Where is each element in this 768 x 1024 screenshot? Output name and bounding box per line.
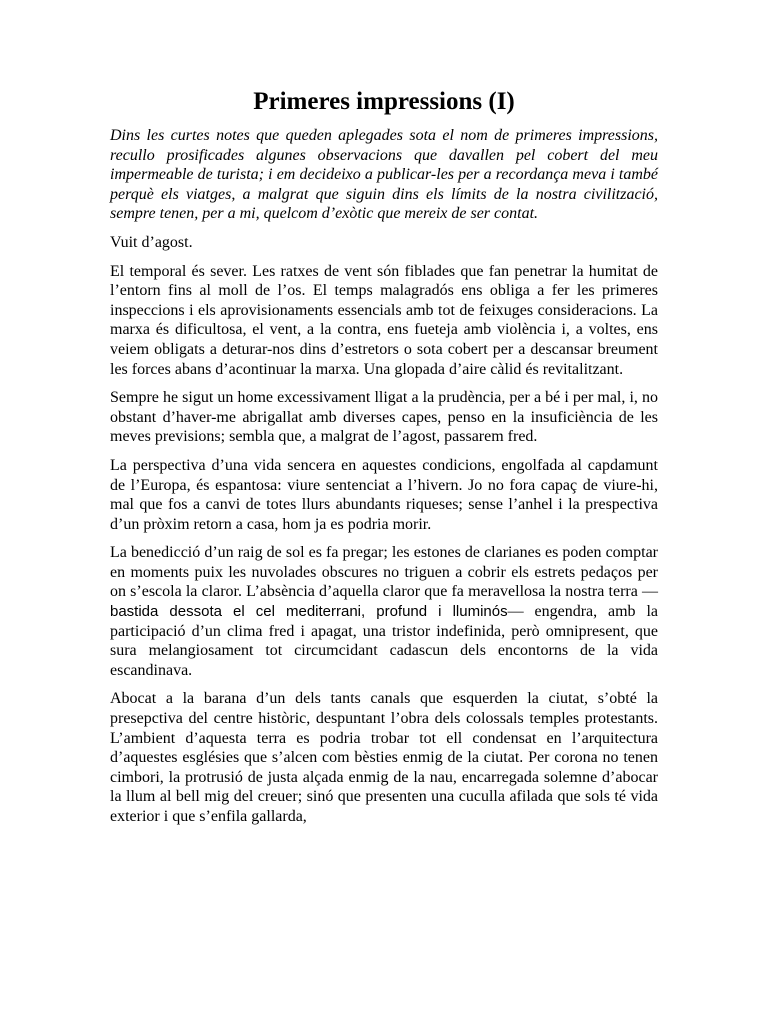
paragraph-1: El temporal és sever. Les ratxes de vent són fiblades que fan penetrar la humitat de l’entorn fins al moll de l’os. El temps malagradós ens obliga a fer les primeres inspeccions i els aprovisionaments essencials amb tot de feixuges consideracions. La marxa és dificultosa, el vent, a la contra, ens fueteja amb violència i, a voltes, ens veiem obligats a deturar-nos dins d’estretors o sota cobert per a descansar breument les forces abans d’acontinuar la marxa. Una glopada d’aire càlid és revitalitzant.	[110, 262, 658, 378]
paragraph-5: Abocat a la barana d’un dels tants canals que esquerden la ciutat, s’obté la presepctiva del centre històric, despuntant l’obra dels colossals temples protestants. L’ambient d’aquesta terra es podria trobar tot ell condensat en l’arquitectura d’aquestes esglésies que s’alcen com bèsties enmig de la ciutat. Per corona no tenen cimbori, la protrusió de justa alçada enmig de la nau, encarregada solemne d’abocar la llum al bell mig del creuer; sinó que presenten una cuculla afilada que sols té vida exterior i que s’enfila gallarda,	[110, 690, 658, 825]
paragraph-2: Sempre he sigut un home excessivament lligat a la prudència, per a bé i per mal, i, no obstant d’haver-me abrigallat amb diverses capes, penso en la insuficiència de les meves previsions; sembla que, a malgrat de l’agost, passarem fred.	[110, 389, 658, 446]
intro-paragraph: Dins les curtes notes que queden aplegades sota el nom de primeres impressions, recullo prosificades algunes observacions que davallen pel cobert del meu impermeable de turista; i em decideixo a publicar-les per a recordança meva i també perquè els viatges, a malgrat que siguin dins els límits de la nostra civilització, sempre tenen, per a mi, quelcom d’exòtic que mereix de ser contat.	[110, 127, 658, 223]
paragraph-4	[110, 543, 658, 680]
paragraph-4-aside: bastida dessota el cel mediterrani, profund i lluminós	[110, 603, 508, 621]
paragraph-4-end: — engendra, amb la participació d’un clima fred i apagat, una tristor indefinida, però omnipresent, que sura melangiosament tot circumcidant cadascun dels encontorns de la vida escandinava.	[110, 603, 658, 679]
paragraph-4-start: La benedicció d’un raig de sol es fa pregar; les estones de clarianes es poden comptar en moments puix les nuvolades obscures no triguen a cobrir els estrets pedaços per on s’escola la claror. L’absència d’aquella claror que fa meravellosa la nostra terra —	[110, 544, 658, 601]
document-page	[110, 86, 658, 827]
page-title: Primeres impressions (I)	[253, 88, 515, 115]
paragraph-3: La perspectiva d’una vida sencera en aquestes condicions, engolfada al capdamunt de l’Europa, és espantosa: viure sentenciat a l’hivern. Jo no fora capaç de viure-hi, mal que fos a canvi de totes llurs abundants riqueses; sense l’anhel i la prespectiva d’un pròxim retorn a casa, hom ja es podria morir.	[110, 456, 658, 533]
date-line: Vuit d’agost.	[110, 233, 193, 251]
